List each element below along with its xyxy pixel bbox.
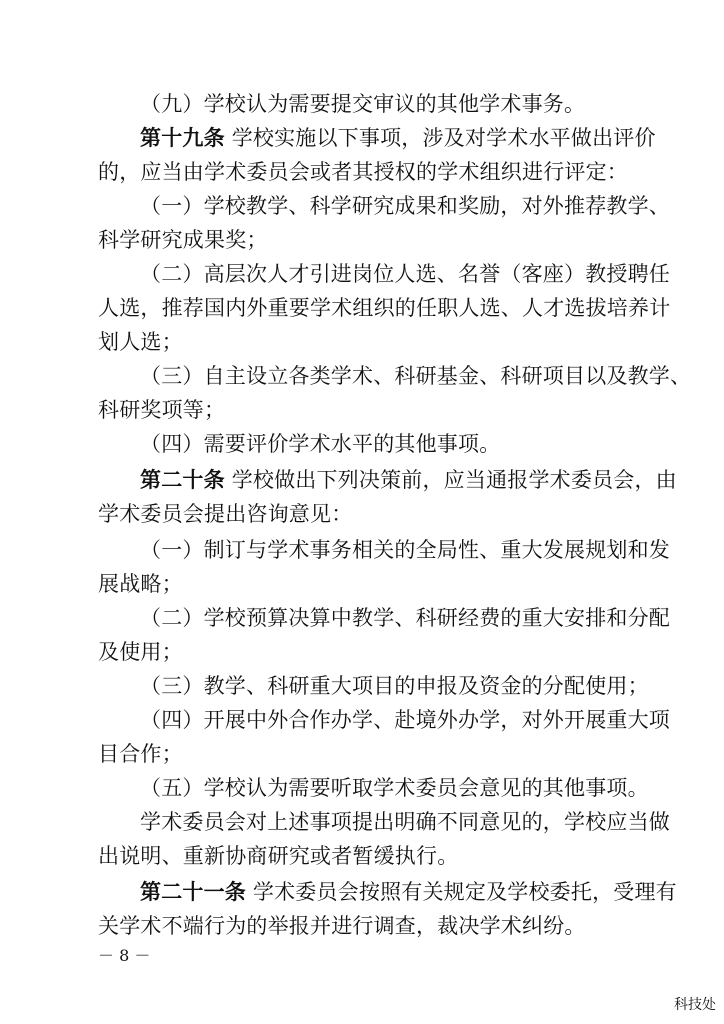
article-21-heading-line [140, 878, 677, 906]
article-19-text: 学校实施以下事项，涉及对学术水平做出评价 [224, 126, 656, 150]
a20-item-4-line-1: （四）开展中外合作办学、赴境外办学，对外开展重大项 [140, 708, 670, 732]
article-21-line-2: 关学术不端行为的举报并进行调查，裁决学术纠纷。 [98, 914, 586, 938]
article-19-heading-line [140, 124, 656, 152]
a19-item-1-line-1: （一）学校教学、科学研究成果和奖励，对外推荐教学、 [140, 194, 670, 218]
office-stamp: 科技处 [674, 997, 716, 1013]
article-21-text: 学术委员会按照有关规定及学校委托，受理有 [246, 880, 677, 904]
a19-item-2-line-3: 划人选； [98, 330, 183, 354]
a19-item-2-line-1: （二）高层次人才引进岗位人选、名誉（客座）教授聘任 [140, 262, 670, 286]
a20-item-3-line: （三）教学、科研重大项目的申报及资金的分配使用； [140, 674, 649, 698]
a20-item-2-line-1: （二）学校预算决算中教学、科研经费的重大安排和分配 [140, 606, 670, 630]
a20-note-line-2: 出说明、重新协商研究或者暂缓执行。 [98, 844, 459, 868]
a20-item-4-line-2: 目合作； [98, 742, 183, 766]
article-20-heading-line [140, 466, 677, 494]
article-19-line-2: 的，应当由学术委员会或者其授权的学术组织进行评定： [98, 160, 628, 184]
a19-item-1-line-2: 科学研究成果奖； [98, 228, 268, 252]
a19-item-4-line: （四）需要评价学术水平的其他事项。 [140, 432, 501, 456]
a20-item-2-line-2: 及使用； [98, 640, 183, 664]
item-9-line: （九）学校认为需要提交审议的其他学术事务。 [140, 92, 586, 116]
article-21-title: 第二十一条 [140, 879, 246, 904]
page-number: － 8 － [98, 946, 151, 965]
a19-item-2-line-2: 人选，推荐国内外重要学术组织的任职人选、人才选拔培养计 [98, 296, 671, 320]
a19-item-3-line-1: （三）自主设立各类学术、科研基金、科研项目以及教学、 [140, 364, 692, 388]
a20-note-line-1: 学术委员会对上述事项提出明确不同意见的，学校应当做 [140, 810, 670, 834]
a20-item-1-line-2: 展战略； [98, 572, 183, 596]
a19-item-3-line-2: 科研奖项等； [98, 398, 226, 422]
article-20-text: 学校做出下列决策前，应当通报学术委员会，由 [224, 468, 677, 492]
article-20-line-2: 学术委员会提出咨询意见： [98, 502, 353, 526]
article-19-title: 第十九条 [140, 125, 225, 150]
a20-item-5-line: （五）学校认为需要听取学术委员会意见的其他事项。 [140, 776, 649, 800]
article-20-title: 第二十条 [140, 467, 225, 492]
a20-item-1-line-1: （一）制订与学术事务相关的全局性、重大发展规划和发 [140, 538, 670, 562]
